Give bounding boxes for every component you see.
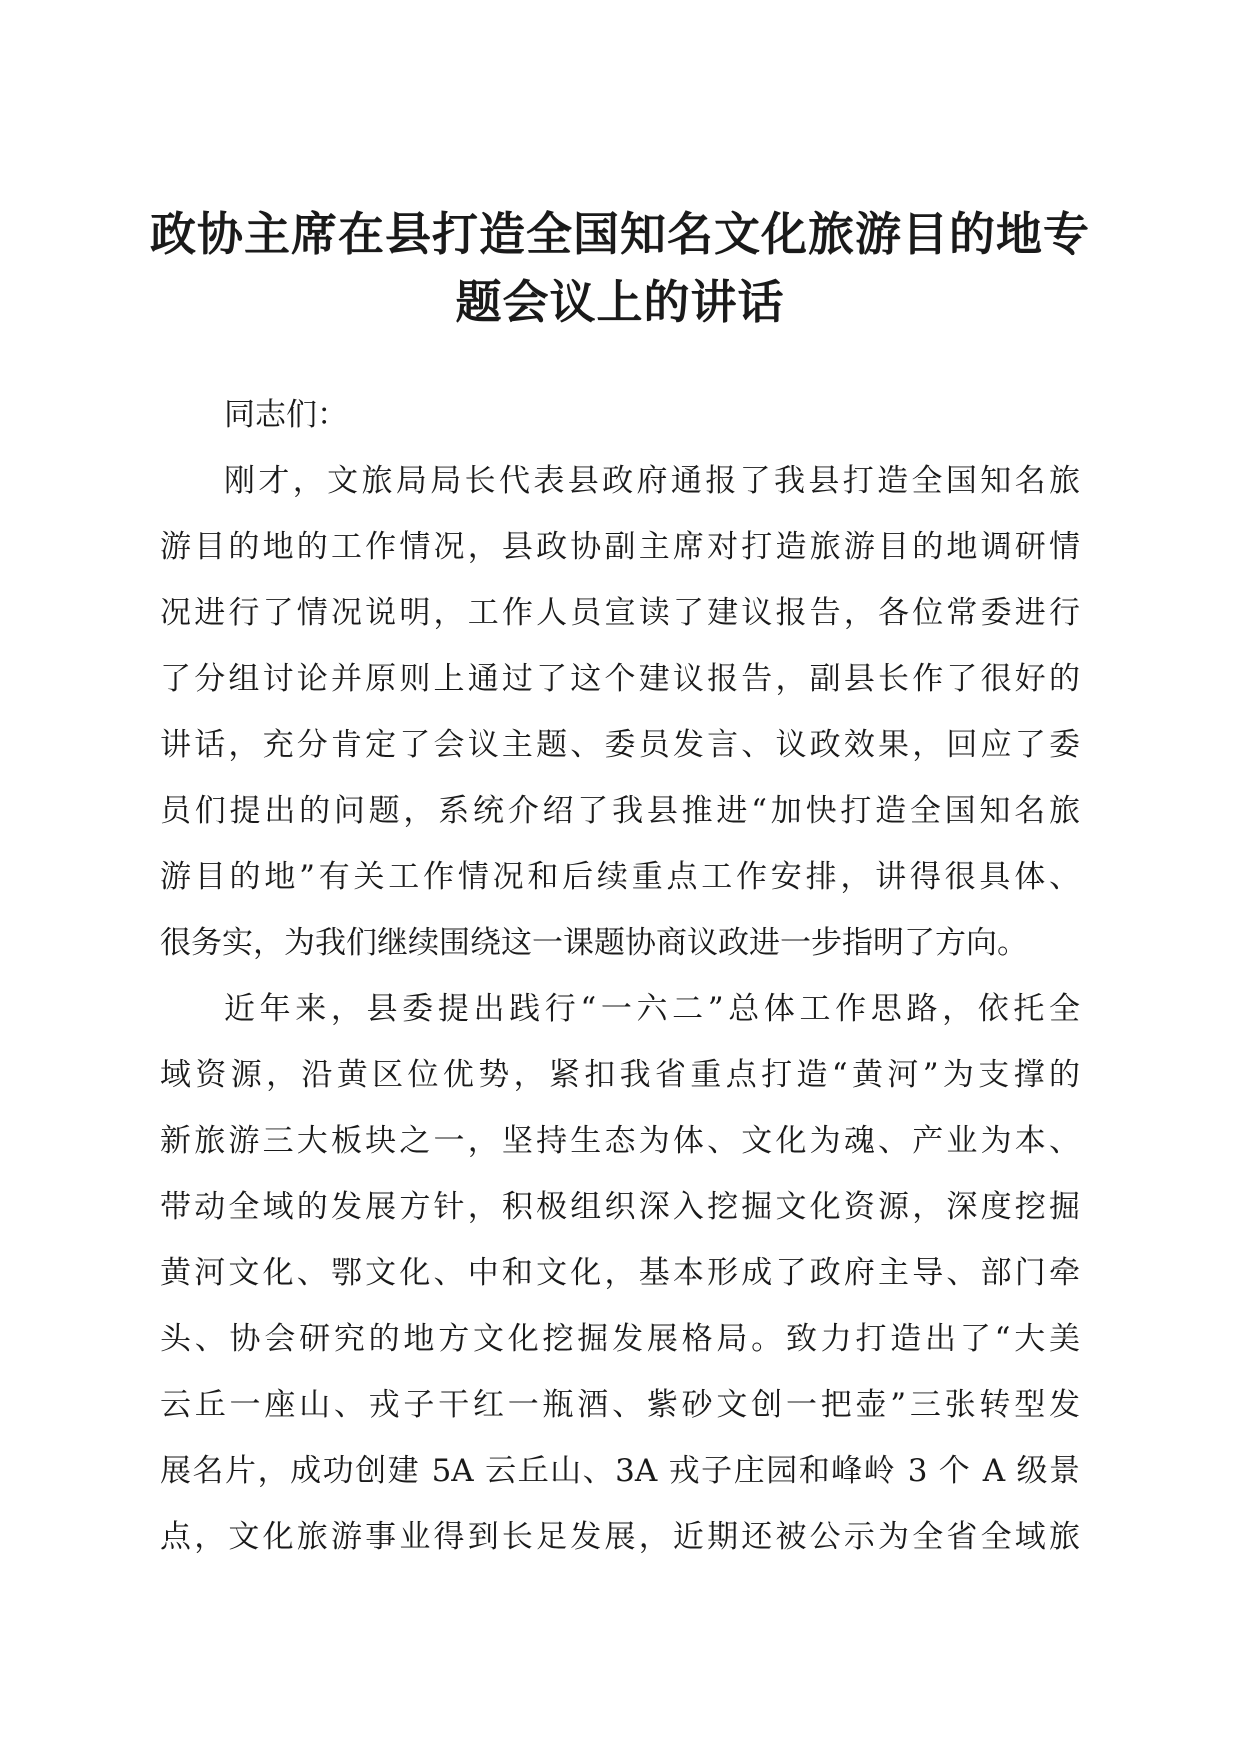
paragraph-line: 点，文化旅游事业得到长足发展，近期还被公示为全省全域旅 [160,1519,1080,1555]
title-line-1: 政协主席在县打造全国知名文化旅游目的地专 [150,207,1090,261]
paragraph-2 [160,976,1080,1570]
paragraph-line: 讲话，充分肯定了会议主题、委员发言、议政效果，回应了委 [160,727,1080,763]
paragraph-line: 很务实，为我们继续围绕这一课题协商议政进一步指明了方向。 [160,925,1028,961]
paragraph-line: 刚才，文旅局局长代表县政府通报了我县打造全国知名旅 [224,463,1080,499]
paragraph-line: 新旅游三大板块之一，坚持生态为体、文化为魂、产业为本、 [160,1123,1080,1159]
paragraph-line: 了分组讨论并原则上通过了这个建议报告，副县长作了很好的 [160,661,1080,697]
document-body [160,382,1080,1570]
paragraph-line: 游目的地的工作情况，县政协副主席对打造旅游目的地调研情 [160,529,1080,565]
paragraph-line: 带动全域的发展方针，积极组织深入挖掘文化资源，深度挖掘 [160,1189,1080,1225]
paragraph-line: 近年来，县委提出践行“一六二”总体工作思路，依托全 [224,991,1080,1027]
paragraph-line: 展名片，成功创建 5A 云丘山、3A 戎子庄园和峰岭 3 个 A 级景 [160,1453,1080,1489]
salutation: 同志们： [224,397,348,433]
paragraph-line: 域资源，沿黄区位优势，紧扣我省重点打造“黄河”为支撑的 [160,1057,1080,1093]
paragraph-line: 游目的地”有关工作情况和后续重点工作安排，讲得很具体、 [160,859,1080,895]
paragraph-line: 黄河文化、鄂文化、中和文化，基本形成了政府主导、部门牵 [160,1255,1080,1291]
paragraph-line: 员们提出的问题，系统介绍了我县推进“加快打造全国知名旅 [160,793,1080,829]
paragraph-line: 况进行了情况说明，工作人员宣读了建议报告，各位常委进行 [160,595,1080,631]
document-title [150,200,1090,336]
paragraph-line: 云丘一座山、戎子干红一瓶酒、紫砂文创一把壶”三张转型发 [160,1387,1080,1423]
paragraph-line: 头、协会研究的地方文化挖掘发展格局。致力打造出了“大美 [160,1321,1080,1357]
title-line-2: 题会议上的讲话 [455,275,785,329]
paragraph-1 [160,448,1080,976]
